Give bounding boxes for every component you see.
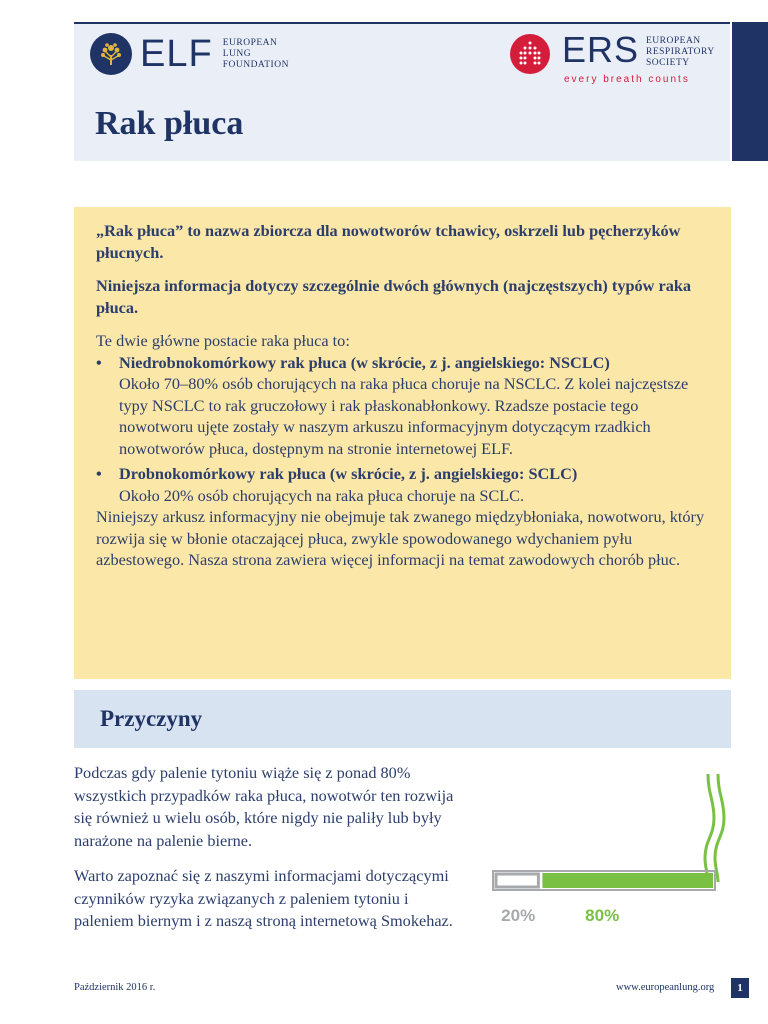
header-side-bar [732, 22, 768, 161]
page-title: Rak płuca [95, 105, 244, 142]
intro-paragraph-1: „Rak płuca” to nazwa zbiorcza dla nowotworów tchawicy, oskrzeli lub pęcherzyków płucnych. [96, 221, 681, 262]
elf-logo[interactable] [90, 32, 289, 76]
footer-date: Październik 2016 r. [74, 982, 156, 993]
list-item-text: Około 20% osób chorujących na raka płuca choruje na SCLC. [119, 485, 525, 505]
bar-label-20: 20% [501, 906, 536, 925]
list-item [96, 352, 709, 460]
list-item-text: Około 70–80% osób chorujących na raka płuca choruje na NSCLC. Z kolei najczęstsze typy NSCLC to rak gruczołowy i rak płaskonabłonkowy. Rzadsze postacie tego nowotworu ujęte zostały w naszym arkuszu informacyjnym dotyczącym rzadkich nowotworów płuca, dostępnym na stronie internetowej ELF. [119, 374, 689, 458]
page-number: 1 [731, 978, 749, 998]
list-item-heading: • Niedrobnokomórkowy rak płuca (w skrócie, z j. angielskiego: NSCLC) [119, 352, 610, 372]
intro-box [74, 207, 731, 679]
elf-logo-subtitle: EUROPEAN LUNG FOUNDATION [222, 37, 289, 70]
smoke-line [705, 774, 714, 882]
bar-tobacco-segment [542, 873, 713, 888]
intro-paragraph-3: Te dwie główne postacie raka płuca to: [96, 331, 350, 350]
section-title: Przyczyny [100, 706, 203, 731]
smoke-line [715, 774, 724, 882]
bar-label-80: 80% [585, 906, 620, 925]
list-item [96, 463, 709, 506]
cancer-types-list [96, 352, 709, 507]
causes-paragraph-1: Podczas gdy palenie tytoniu wiąże się z ponad 80% wszystkich przypadków raka płuca, nowotwór ten rozwija się również u wielu osób, które nigdy nie paliły lub były narażone na palenie bierne. [74, 763, 454, 851]
bar-filter-segment [496, 874, 538, 887]
elf-logo-text: ELF [140, 33, 213, 75]
intro-paragraph-4: Niniejszy arkusz informacyjny nie obejmuje tak zwanego międzybłoniaka, nowotworu, który rozwija się w błonie otaczającej płuca, zwykle spowodowanego wdychaniem pyłu azbestowego. Nasza strona zawiera więcej informacji na temat zawodowych chorób płuc. [96, 507, 705, 569]
list-item-heading: • Drobnokomórkowy rak płuca (w skrócie, z j. angielskiego: SCLC) [119, 464, 578, 483]
intro-paragraph-2: Niniejsza informacja dotyczy szczególnie dwóch głównych (najczęstszych) typów raka płuca. [96, 276, 692, 317]
causes-section-header [74, 690, 731, 748]
tree-icon [90, 33, 132, 75]
smoking-cigarette-chart [492, 770, 742, 930]
ers-logo-subtitle: EUROPEAN RESPIRATORY SOCIETY [646, 36, 715, 68]
ers-tagline: every breath counts [564, 74, 690, 85]
ers-logo-text: ERS [562, 29, 640, 70]
causes-paragraph-2: Warto zapoznać się z naszymi informacjami dotyczącymi czynników ryzyka związanych z paleniem tytoniu i paleniem biernym i z naszą stroną internetową Smokehaz. [74, 865, 453, 931]
causes-text [74, 762, 464, 933]
ers-lungs-icon [510, 34, 550, 74]
footer-website-link[interactable]: www.europeanlung.org [616, 982, 715, 993]
